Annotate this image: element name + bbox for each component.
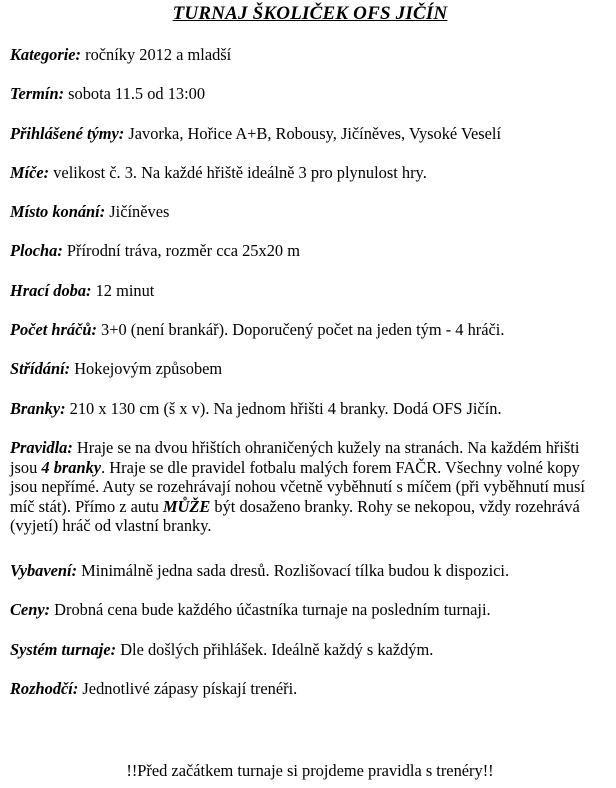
field-label: Přihlášené týmy: (10, 124, 125, 143)
field-label: Plocha: (10, 241, 63, 260)
rules-text-3: být dosaženo branky. Rohy se nekopou, vždy rozehrává (vyjetí) hráč od vlastní branky. (10, 496, 580, 535)
field-value: Drobná cena bude každého účastníka turnaje na posledním turnaji. (50, 600, 491, 619)
field-venue (10, 202, 610, 222)
field-value: Přírodní tráva, rozměr cca 25x20 m (62, 241, 300, 260)
field-value: Jičíněves (105, 202, 170, 221)
rules-emphasis-goals: 4 branky (41, 457, 102, 477)
field-label: Rozhodčí: (10, 679, 79, 698)
footer-note: !!Před začátkem turnaje si projdeme pravidla s trenéry!! (126, 761, 494, 780)
field-equipment (10, 561, 610, 581)
field-label: Termín: (10, 84, 65, 103)
field-label: Branky: (10, 399, 66, 418)
field-teams (10, 124, 610, 144)
field-goals (10, 399, 610, 419)
field-category (10, 45, 610, 65)
field-label: Střídání: (10, 359, 71, 378)
field-value: 210 x 130 cm (š x v). Na jednom hřišti 4 branky. Dodá OFS Jičín. (65, 399, 502, 418)
rules-text-1: Hraje se na dvou hřištích ohraničených kužely na stranách. Na každém hřišti jsou (10, 438, 580, 477)
field-rules (10, 438, 610, 536)
field-balls (10, 163, 610, 183)
field-value: sobota 11.5 od 13:00 (64, 84, 206, 103)
field-player-count (10, 320, 610, 340)
rules-emphasis-may: MŮŽE (162, 496, 211, 516)
field-value: Jednotlivé zápasy pískají trenéři. (78, 679, 298, 698)
field-value: ročníky 2012 a mladší (81, 45, 232, 64)
field-referees (10, 679, 610, 699)
document-title: TURNAJ ŠKOLIČEK OFS JIČÍN (172, 3, 448, 24)
field-value: Dle došlých přihlášek. Ideálně každý s každým. (116, 640, 434, 659)
field-surface (10, 241, 610, 261)
rules-text-2: . Hraje se dle pravidel fotbalu malých forem FAČR. Všechny volné kopy jsou nepřímé. Auty se rozehrávají nohou včetně vyběhnutí s míčem (při vyběhnutí musí míč stát). Přímo z autu (10, 457, 585, 516)
field-value: Minimálně jedna sada dresů. Rozlišovací tílka budou k dispozici. (77, 561, 510, 580)
field-value: velikost č. 3. Na každé hřiště ideálně 3 pro plynulost hry. (49, 163, 427, 182)
field-label: Míče: (10, 163, 50, 182)
field-label: Hrací doba: (10, 281, 92, 300)
field-substitution (10, 359, 610, 379)
field-label: Počet hráčů: (10, 320, 97, 339)
field-value: Hokejovým způsobem (70, 359, 223, 378)
field-date (10, 84, 610, 104)
field-value: 3+0 (není brankář). Doporučený počet na jeden tým - 4 hráči. (96, 320, 505, 339)
field-label: Místo konání: (10, 202, 106, 221)
field-value: 12 minut (91, 281, 155, 300)
field-label: Pravidla: (10, 438, 73, 457)
field-value: Javorka, Hořice A+B, Robousy, Jičíněves, Vysoké Veselí (124, 124, 502, 143)
field-label: Vybavení: (10, 561, 78, 580)
field-label: Ceny: (10, 600, 51, 619)
field-label: Kategorie: (10, 45, 82, 64)
field-playing-time (10, 281, 610, 301)
field-prizes (10, 600, 610, 620)
field-tournament-system (10, 640, 610, 660)
field-label: Systém turnaje: (10, 640, 117, 659)
